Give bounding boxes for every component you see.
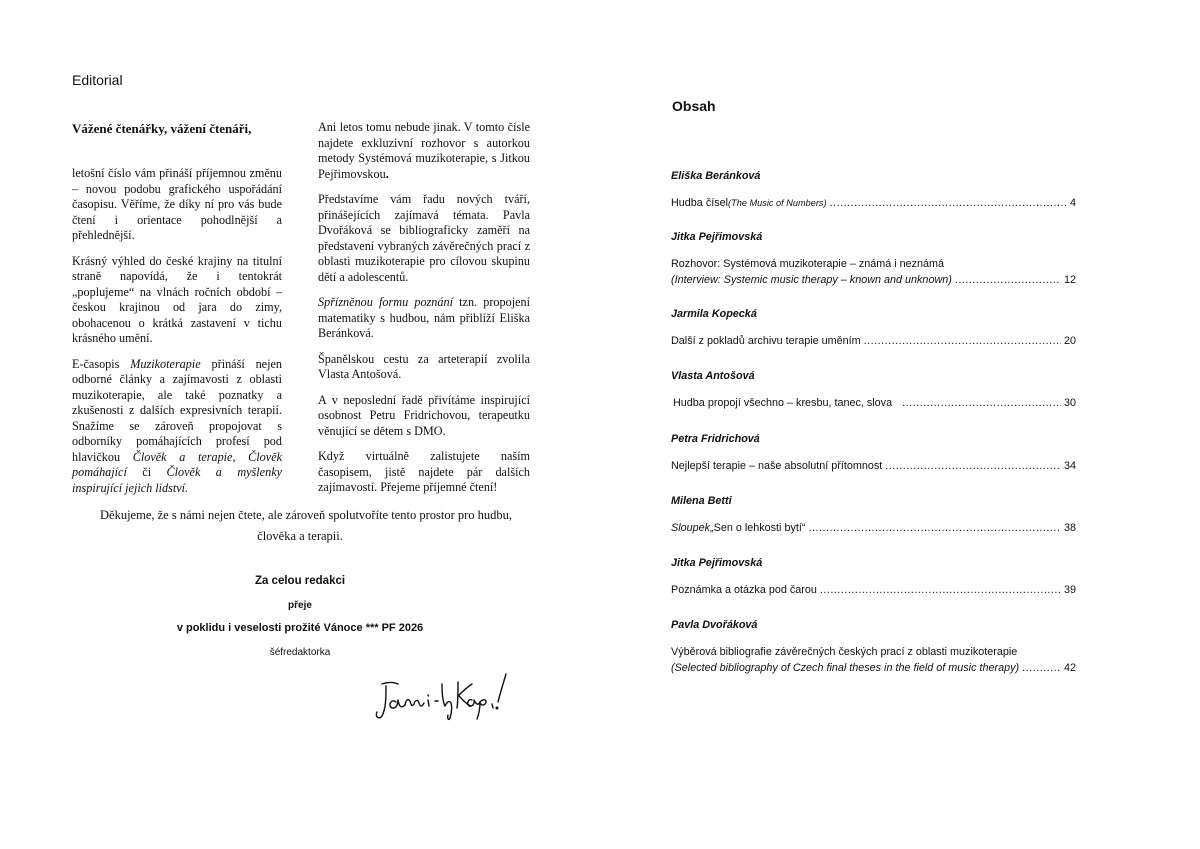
leader-dots [808,520,1061,536]
closing-wishes: přeje [288,600,312,611]
page-number: 20 [1063,335,1076,347]
toc-entry[interactable] [671,431,1076,474]
paragraph: Ani letos tomu nebude jinak. V tomto čísle najdete exkluzivní rozhovor s autorkou metody Systémová muzikoterapie, s Jitkou Pejřimovskou. [318,120,530,181]
paragraph: Krásný výhled do české krajiny na titulní straně napovídá, že i tentokrát „poplujeme“ na vlnách ročních období – českou krajinou od jara do zimy, obohacenou o krátká zastavení v tichu krásného umění. [72,253,282,345]
page-number: 39 [1063,584,1076,596]
signature-image [372,672,532,724]
page-number: 4 [1069,197,1076,209]
toc-title: Rozhovor: Systémová muzikoterapie – známá i neznámá [671,258,945,270]
paragraph: Španělskou cestu za arteterapií zvolila Vlasta Antošová. [318,351,530,381]
toc-author: Vlasta Antošová [671,370,755,382]
leader-dots [902,395,1061,411]
paragraph: A v neposlední řadě přivítáme inspirující osobnost Petru Fridrichovou, terapeutku věnující se dětem s DMO. [318,392,530,438]
thanks-line: Děkujeme, že s námi nejen čtete, ale zároveň spolutvoříte tento prostor pro hudbu, [100,508,513,522]
toc-entry[interactable] [671,168,1076,211]
toc-entry[interactable] [671,229,1076,288]
thanks-line: člověka a terapii. [257,529,343,543]
paragraph: Když virtuálně zalistujete naším časopisem, jistě najdete pár dalších zajímavostí. Přejeme příjemné čtení! [318,449,530,494]
toc-author: Milena Betti [671,495,732,507]
toc-line: Poznámka a otázka pod čarou ..... 39 [671,582,1076,598]
paragraph: letošní číslo vám přináší příjemnou změnu – novou podobu grafického uspořádání časopisu. Věříme, že díky ní pro vás bude čtení i orientace pohodlnější a přehlednější. [72,166,282,242]
editorial-title: Editorial [72,72,123,88]
toc-entry[interactable] [671,555,1076,598]
toc-author: Jarmila Kopecká [671,308,757,320]
toc-author: Pavla Dvořáková [671,619,758,631]
toc-line: Další z pokladů archivu terapie uměním ..... 20 [671,333,1076,349]
toc-line: (Selected bibliography of Czech final theses in the field of music therapy) ..... 42 [671,660,1076,676]
toc-line: Hudba čísel (The Music of Numbers) ..... 4 [671,195,1076,211]
leader-dots [820,582,1061,598]
page-number: 38 [1063,522,1076,534]
paragraph: Spřízněnou formu poznání tzn. propojení matematiky s hudbou, nám přiblíží Eliška Beránková. [318,295,530,340]
leader-dots [955,272,1061,288]
page-number: 12 [1063,274,1076,286]
leader-dots [1022,660,1061,676]
toc-line: (Interview: Systemic music therapy – known and unknown) ..... 12 [671,272,1076,288]
closing-greeting: v poklidu i veselosti prožité Vánoce *** PF 2026 [176,622,424,634]
toc-entry[interactable] [671,306,1076,349]
closing-from: Za celou redakci [254,575,346,587]
toc-line: Hudba propojí všechno – kresbu, tanec, slova ..... 30 [671,395,1076,411]
toc-author: Eliška Beránková [671,170,761,182]
leader-dots [864,333,1061,349]
paragraph: Představíme vám řadu nových tváří, přinášejících zajímavá témata. Pavla Dvořáková se bibliograficky zaměří na představení vybraných závěrečných prací z oblasti muzikoterapie pro cílovou skupinu dětí a adolescentů. [318,192,530,284]
toc-entry[interactable] [671,493,1076,536]
leader-dots [830,195,1067,211]
editorial-right-column [318,120,530,506]
leader-dots [885,458,1061,474]
toc-line: Nejlepší terapie – naše absolutní přítomnost ..... 34 [671,458,1076,474]
paragraph: E-časopis Muzikoterapie přináší nejen odborné články a zajímavosti z oblasti muzikoterapie, ale také poznatky a zkušenosti z dalších expresivních terapií. Snažíme se zároveň propojovat s odborníky pomáhajících profesí pod hlavičkou Člověk a terapie, Člověk pomáhající či Člověk a myšlenky inspirující jejich lidství. [72,356,283,495]
toc-title: Výběrová bibliografie závěrečných českých prací z oblasti muzikoterapie [671,646,1018,658]
toc-author: Petra Fridrichová [671,433,760,445]
editorial-left-column [72,166,282,506]
toc-entry[interactable] [671,617,1076,676]
page-number: 30 [1063,397,1076,409]
page-number: 34 [1063,460,1076,472]
page-number: 42 [1063,662,1076,674]
toc-author: Jitka Pejřimovská [671,557,763,569]
greeting: Vážené čtenářky, vážení čtenáři, [72,121,252,136]
toc-author: Jitka Pejřimovská [671,231,763,243]
toc-line: Sloupek „Sen o lehkosti bytí“ ..... 38 [671,520,1076,536]
editor-role: šéfredaktorka [269,647,331,658]
toc-heading: Obsah [672,98,716,114]
toc-entry[interactable] [671,368,1076,411]
